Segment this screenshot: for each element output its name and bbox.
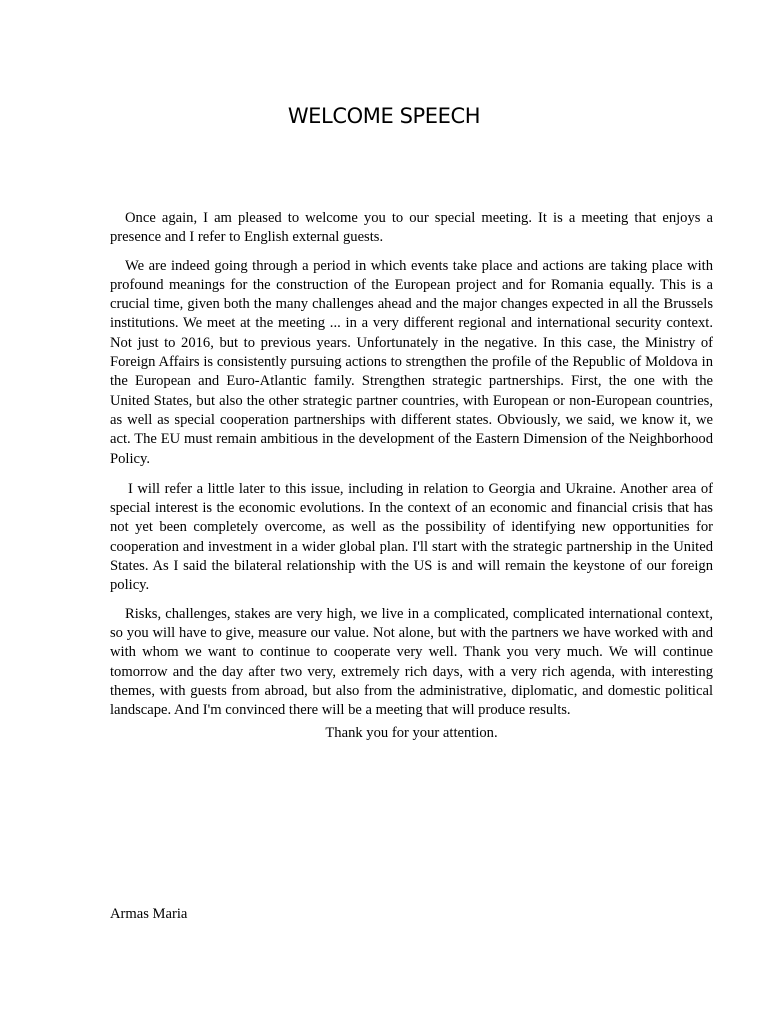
author-signature: Armas Maria [110, 906, 188, 922]
paragraph-3: I will refer a little later to this issue, including in relation to Georgia and Ukraine. Another area of special interest is the economic evolutions. In the context of an economic and financial crisis that has not yet been completely overcome, as well as the possibility of identifying new opportunities for cooperation and investment in a wider global plan. I'll start with the strategic partnership in the United States. As I said the bilateral relationship with the US is and will remain the keystone of our foreign policy. [110, 480, 713, 594]
paragraph-1: Once again, I am pleased to welcome you to our special meeting. It is a meeting that enjoys a presence and I refer to English external guests. [110, 210, 713, 246]
paragraph-2: We are indeed going through a period in which events take place and actions are taking place with profound meanings for the construction of the European project and for Romania equally. This is a crucial time, given both the many challenges ahead and the major changes expected in all the Brussels institutions. We meet at the meeting ... in a very different regional and international security context. Not just to 2016, but to previous years. Unfortunately in the negative. In this case, the Ministry of Foreign Affairs is consistently pursuing actions to strengthen the profile of the Republic of Moldova in the European and Euro-Atlantic family. Strengthen strategic partnerships. First, the one with the United States, but also the other strategic partner countries, with European or non-European countries, as well as special cooperation partnerships with different states. Obviously, we said, we know it, we act. The EU must remain ambitious in the development of the Eastern Dimension of the Neighborhood Policy. [110, 257, 713, 467]
speech-body [110, 209, 713, 744]
closing-line: Thank you for your attention. [325, 725, 498, 742]
paragraph-4: Risks, challenges, stakes are very high, we live in a complicated, complicated international context, so you will have to give, measure our value. Not alone, but with the partners we have worked with and with whom we want to continue to cooperate very well. Thank you very much. We will continue tomorrow and the day after two very, extremely rich days, with a very rich agenda, with interesting themes, with guests from abroad, but also from the administrative, diplomatic, and domestic political landscape. And I'm convinced there will be a meeting that will produce results. [110, 605, 713, 719]
page-title: WELCOME SPEECH [287, 104, 481, 128]
